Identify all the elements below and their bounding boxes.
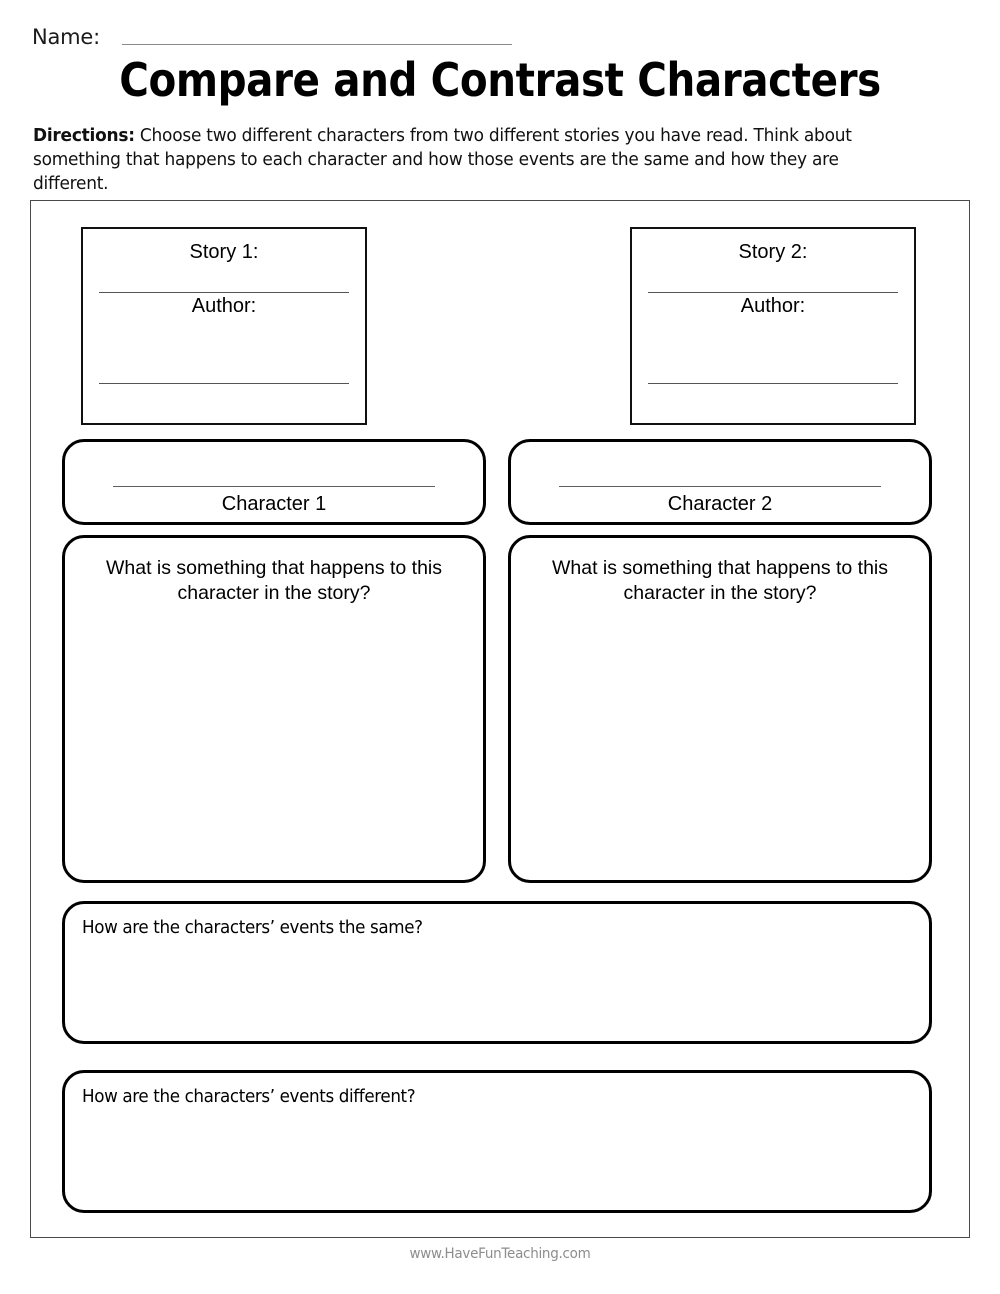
character-1-label: Character 1 [221, 493, 327, 515]
story-2-title-line[interactable] [648, 292, 898, 293]
directions-label: Directions: [33, 126, 135, 146]
story-2-box [630, 227, 916, 425]
character-2-label: Character 2 [667, 493, 773, 515]
character-2-box[interactable] [508, 439, 932, 525]
name-row [32, 27, 512, 48]
events-different-prompt: How are the characters’ events different? [82, 1086, 416, 1107]
character-1-event-box[interactable] [62, 535, 486, 883]
character-1-box[interactable] [62, 439, 486, 525]
directions-paragraph [33, 124, 863, 196]
name-write-in-line[interactable] [122, 44, 512, 45]
story-1-title-line[interactable] [99, 292, 349, 293]
page-title: Compare and Contrast Characters [119, 53, 881, 107]
story-1-author-label: Author: [191, 295, 257, 317]
directions-body: Choose two different characters from two different stories you have read. Think about something that happens to each character and how those events are the same and how they are different. [33, 126, 852, 194]
events-same-box[interactable] [62, 901, 932, 1044]
footer-website: www.HaveFunTeaching.com [409, 1246, 591, 1262]
events-different-box[interactable] [62, 1070, 932, 1213]
worksheet-frame [30, 200, 970, 1238]
story-1-author-line[interactable] [99, 383, 349, 384]
character-2-event-prompt: What is something that happens to this character in the story? [551, 557, 889, 604]
character-2-write-in-line[interactable] [559, 486, 881, 487]
story-1-box [81, 227, 367, 425]
name-label: Name: [32, 25, 101, 49]
story-1-label: Story 1: [189, 241, 259, 263]
story-2-author-line[interactable] [648, 383, 898, 384]
character-1-event-prompt: What is something that happens to this character in the story? [105, 557, 443, 604]
character-1-write-in-line[interactable] [113, 486, 435, 487]
story-2-author-label: Author: [740, 295, 806, 317]
story-2-label: Story 2: [738, 241, 808, 263]
character-2-event-box[interactable] [508, 535, 932, 883]
events-same-prompt: How are the characters’ events the same? [82, 917, 423, 938]
